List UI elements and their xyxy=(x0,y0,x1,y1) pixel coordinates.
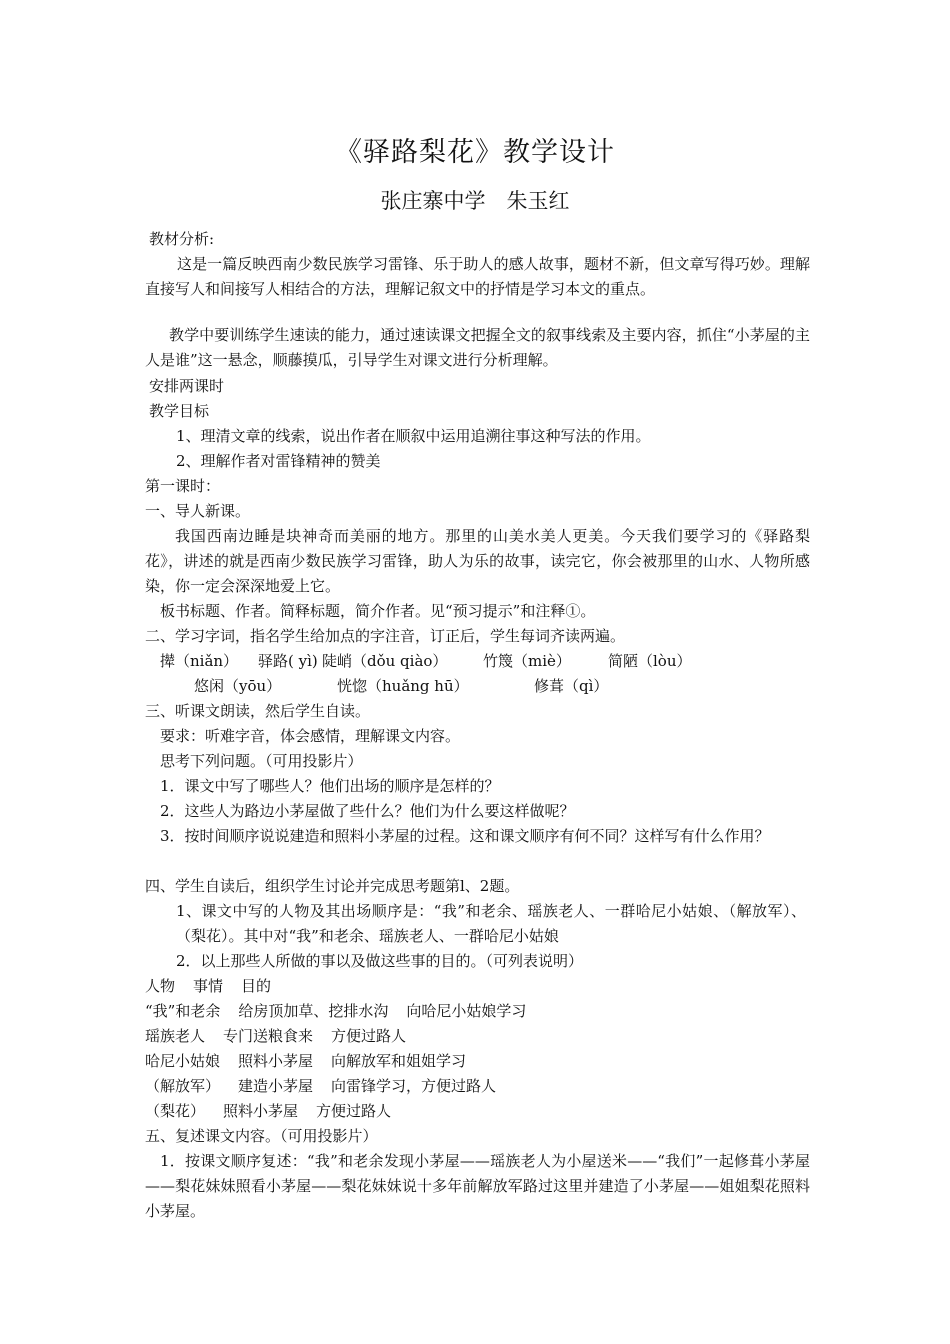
table-row xyxy=(145,1024,810,1049)
paragraph: 教学中要训练学生速读的能力，通过速读课文把握全文的叙事线索及主要内容，抓住“小茅屋的主人是谁”这一悬念，顺藤摸瓜，引导学生对课文进行分析理解。 xyxy=(145,326,810,369)
document-title: 《驿路梨花》教学设计 xyxy=(335,137,615,168)
pinyin-word: 竹篾（miè） xyxy=(483,652,571,670)
question-item: 3．按时间顺序说说建造和照料小茅屋的过程。这和课文顺序有何不同？这样写有什么作用？ xyxy=(160,827,770,845)
list-item: 1、课文中写的人物及其出场顺序是：“我”和老余、瑶族老人、一群哈尼小姑娘、（解放军）、（梨花）。其中对“我”和老余、瑶族老人、一群哈尼小姑娘 xyxy=(176,902,806,945)
section-heading: 三、听课文朗读，然后学生自读。 xyxy=(145,702,371,720)
table-cell: 给房顶加草、挖排水沟 xyxy=(238,1002,389,1020)
list-item: 2、理解作者对雷锋精神的赞美 xyxy=(176,452,381,470)
pinyin-word: 简陋（lòu） xyxy=(608,652,692,670)
pinyin-word: 陡峭（dǒu qiào） xyxy=(322,652,448,670)
list-item: 2．以上那些人所做的事以及做这些事的目的。（可列表说明） xyxy=(176,952,584,970)
question-item: 1．课文中写了哪些人？他们出场的顺序是怎样的？ xyxy=(160,777,500,795)
pinyin-word: 修葺（qì） xyxy=(534,677,609,695)
table-row xyxy=(145,1099,810,1124)
table-cell: 哈尼小姑娘 xyxy=(145,1052,221,1070)
paragraph: 这是一篇反映西南少数民族学习雷锋、乐于助人的感人故事，题材不新，但文章写得巧妙。理解直接写人和间接写人相结合的方法，理解记叙文中的抒情是学习本文的重点。 xyxy=(145,255,810,298)
table-cell: 瑶族老人 xyxy=(145,1027,206,1045)
table-cell: 向解放军和姐姐学习 xyxy=(331,1052,467,1070)
table-cell: “我”和老余 xyxy=(145,1002,221,1020)
paragraph: 思考下列问题。（可用投影片） xyxy=(160,752,363,770)
pinyin-word: 撵（niǎn） xyxy=(160,652,239,670)
table-cell: 向雷锋学习，方便过路人 xyxy=(331,1077,497,1095)
table-header-cell: 人物 xyxy=(145,977,176,995)
table-row xyxy=(145,999,810,1024)
paragraph: 1．按课文顺序复述：“我”和老余发现小茅屋——瑶族老人为小屋送米——“我们”一起修葺小茅屋——梨花妹妹照看小茅屋——梨花妹妹说十多年前解放军路过这里并建造了小茅屋——姐姐梨花照料小茅屋。 xyxy=(145,1152,810,1220)
pinyin-word: 驿路( yì) xyxy=(258,652,318,670)
section-heading: 二、学习字词，指名学生给加点的字注音，订正后，学生每词齐读两遍。 xyxy=(145,627,626,645)
pinyin-word: 悠闲（yōu） xyxy=(194,677,282,695)
section-heading: 第一课时： xyxy=(145,477,221,495)
paragraph: 要求：听难字音，体会感情，理解课文内容。 xyxy=(160,727,461,745)
paragraph: 安排两课时 xyxy=(149,377,225,395)
section-heading: 五、复述课文内容。（可用投影片） xyxy=(145,1127,378,1145)
table-header xyxy=(145,974,810,999)
table-cell: 照料小茅屋 xyxy=(223,1102,299,1120)
document-author: 张庄寨中学 朱玉红 xyxy=(380,189,570,213)
table-cell: 方便过路人 xyxy=(316,1102,392,1120)
table-cell: 向哈尼小姑娘学习 xyxy=(406,1002,527,1020)
paragraph: 板书标题、作者。简释标题，简介作者。见“预习提示”和注释①。 xyxy=(160,602,596,620)
section-heading: 一、导人新课。 xyxy=(145,502,251,520)
pinyin-word: 恍惚（huǎng hū） xyxy=(337,677,469,695)
table-cell: （梨花） xyxy=(145,1102,206,1120)
table-cell: 方便过路人 xyxy=(331,1027,407,1045)
section-heading: 四、学生自读后，组织学生讨论并完成思考题第l、2题。 xyxy=(145,877,520,895)
table-row xyxy=(145,1074,810,1099)
table-row xyxy=(145,1049,810,1074)
table-cell: 建造小茅屋 xyxy=(238,1077,314,1095)
table-cell: 专门送粮食来 xyxy=(223,1027,314,1045)
table-header-cell: 事情 xyxy=(193,977,224,995)
table-cell: （解放军） xyxy=(145,1077,221,1095)
table-cell: 照料小茅屋 xyxy=(238,1052,314,1070)
section-heading: 教材分析: xyxy=(149,230,215,248)
section-heading: 教学目标 xyxy=(149,402,210,420)
question-item: 2．这些人为路边小茅屋做了些什么？他们为什么要这样做呢？ xyxy=(160,802,575,820)
paragraph: 我国西南边睡是块神奇而美丽的地方。那里的山美水美人更美。今天我们要学习的《驿路梨花》，讲述的就是西南少数民族学习雷锋，助人为乐的故事，读完它，你会被那里的山水、人物所感染，你一定会深深地爱上它。 xyxy=(145,527,810,595)
list-item: 1、理清文章的线索，说出作者在顺叙中运用追溯往事这种写法的作用。 xyxy=(176,427,651,445)
table-header-cell: 目的 xyxy=(241,977,272,995)
